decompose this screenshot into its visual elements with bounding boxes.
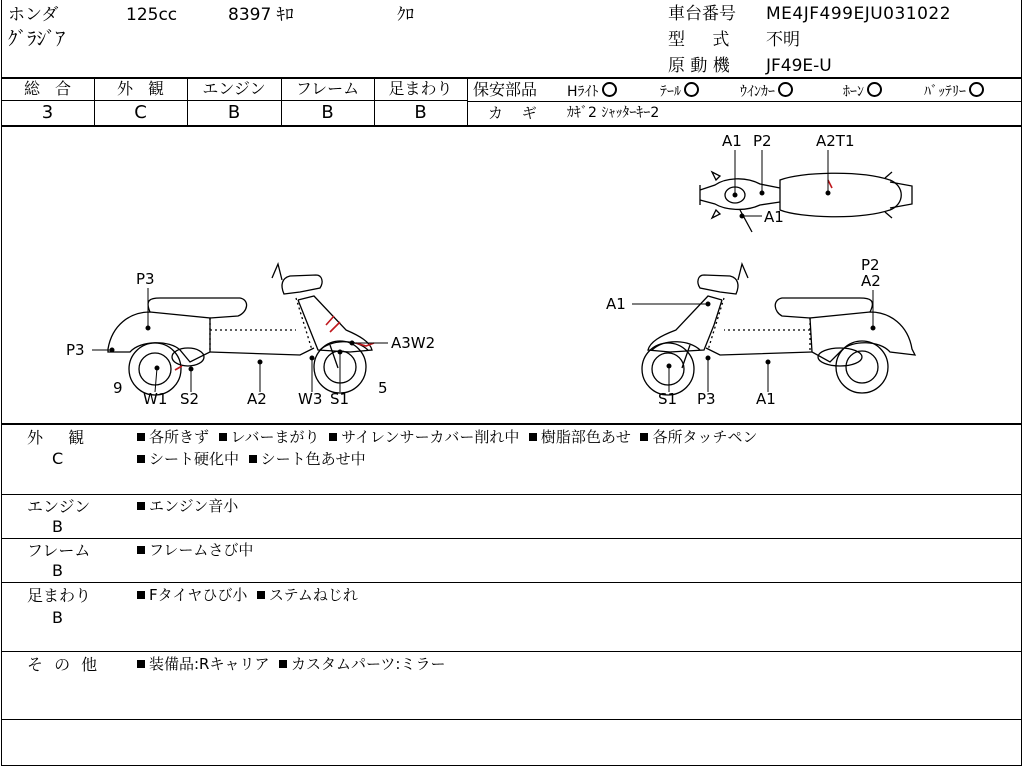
label-five: 5 bbox=[378, 379, 388, 397]
note-category-suspension: 足まわり bbox=[27, 586, 92, 605]
label-a1-top-bottom: A1 bbox=[764, 208, 784, 226]
notes-rule bbox=[1, 719, 1022, 720]
notes-rule bbox=[1, 494, 1022, 495]
note-items-frame: フレームさび中 bbox=[137, 543, 253, 558]
bullet-icon bbox=[257, 591, 265, 599]
safety-item-winker: ｳｲﾝｶｰ bbox=[740, 82, 793, 99]
safety-item-horn: ﾎｰﾝ bbox=[843, 82, 882, 99]
label-a3w2: A3W2 bbox=[391, 334, 436, 352]
note-items-suspension: Fタイヤひび小 ステムねじれ bbox=[137, 588, 358, 603]
label-s1-right: S1 bbox=[658, 390, 678, 408]
label-p3-rear: P3 bbox=[66, 341, 85, 359]
label-a2: A2 bbox=[247, 390, 267, 408]
overall-grade: 3 bbox=[41, 102, 54, 123]
label-p2-top: P2 bbox=[753, 132, 772, 150]
leader-lines bbox=[92, 150, 875, 392]
bullet-icon bbox=[137, 660, 145, 668]
grade-divider bbox=[467, 78, 468, 125]
note-items-exterior: 各所きず レバーまがり サイレンサーカバー削れ中 樹脂部色あせ 各所タッチペン bbox=[137, 430, 757, 445]
notes-rule bbox=[1, 582, 1022, 583]
note-grade-exterior: C bbox=[52, 449, 64, 468]
bullet-icon bbox=[137, 455, 145, 463]
type-label: 型 式 bbox=[668, 30, 730, 50]
label-s1: S1 bbox=[330, 390, 350, 408]
safety-item-tail: ﾃｰﾙ bbox=[660, 82, 699, 99]
bullet-icon bbox=[137, 591, 145, 599]
safety-item-headlight: Hﾗｲﾄ bbox=[567, 82, 617, 99]
label-p2: P2 bbox=[861, 256, 880, 274]
note-category-exterior: 外 観 bbox=[27, 428, 85, 447]
label-a2t1-top: A2T1 bbox=[816, 132, 855, 150]
key-value: ｶｷﾞ2 ｼｬｯﾀｰｷｰ2 bbox=[567, 105, 660, 121]
exterior-grade: C bbox=[134, 102, 147, 123]
displacement: 125cc bbox=[126, 5, 178, 25]
label-s2: S2 bbox=[180, 390, 200, 408]
frame-no-label: 車台番号 bbox=[668, 4, 736, 24]
overall-label: 総 合 bbox=[23, 79, 72, 98]
bullet-icon bbox=[640, 433, 648, 441]
label-p3-seat: P3 bbox=[136, 270, 155, 288]
label-p3-right: P3 bbox=[697, 390, 716, 408]
safety-mid-rule bbox=[467, 101, 1022, 102]
maker: ホンダ bbox=[8, 5, 59, 25]
safety-label: 保安部品 bbox=[473, 80, 538, 99]
model-name: ｸﾞﾗｼﾞｱ bbox=[8, 28, 66, 50]
mileage: 8397 ｷﾛ bbox=[228, 5, 294, 25]
note-category-frame: フレーム bbox=[27, 541, 91, 560]
note-items-other: 装備品:Rキャリア カスタムパーツ:ミラー bbox=[137, 657, 446, 672]
color: ｸﾛ bbox=[397, 5, 414, 25]
bullet-icon bbox=[219, 433, 227, 441]
suspension-grade-label: 足まわり bbox=[388, 79, 453, 98]
status-ok-icon bbox=[602, 82, 617, 97]
bullet-icon bbox=[329, 433, 337, 441]
engine-grade-label: エンジン bbox=[202, 79, 266, 98]
note-grade-engine: B bbox=[52, 517, 63, 536]
note-items-exterior-cont: シート硬化中 シート色あせ中 bbox=[137, 452, 366, 467]
status-ok-icon bbox=[778, 82, 793, 97]
bullet-icon bbox=[529, 433, 537, 441]
key-label: カ ギ bbox=[488, 104, 537, 122]
engine-label: 原 動 機 bbox=[668, 56, 730, 76]
notes-rule bbox=[1, 538, 1022, 539]
bullet-icon bbox=[137, 502, 145, 510]
label-a1-top: A1 bbox=[722, 132, 742, 150]
safety-item-battery: ﾊﾞｯﾃﾘｰ bbox=[924, 82, 984, 99]
note-category-engine: エンジン bbox=[27, 497, 91, 516]
label-w3: W3 bbox=[298, 390, 323, 408]
status-ok-icon bbox=[684, 82, 699, 97]
note-grade-suspension: B bbox=[52, 608, 63, 627]
engine-grade: B bbox=[227, 102, 241, 123]
label-w1: W1 bbox=[143, 390, 168, 408]
notes-rule bbox=[1, 651, 1022, 652]
bullet-icon bbox=[137, 546, 145, 554]
label-a1-right: A1 bbox=[756, 390, 776, 408]
frame-no: ME4JF499EJU031022 bbox=[766, 4, 952, 24]
note-grade-frame: B bbox=[52, 561, 63, 580]
suspension-grade: B bbox=[414, 102, 427, 123]
bullet-icon bbox=[249, 455, 257, 463]
label-nine: 9 bbox=[113, 379, 123, 397]
status-ok-icon bbox=[969, 82, 984, 97]
status-ok-icon bbox=[867, 82, 882, 97]
note-category-other: そ の 他 bbox=[27, 655, 98, 674]
frame-grade-label: フレーム bbox=[295, 79, 360, 98]
scooter-top-view bbox=[700, 172, 912, 232]
type-value: 不明 bbox=[766, 30, 800, 50]
bullet-icon bbox=[137, 433, 145, 441]
frame-grade: B bbox=[321, 102, 334, 123]
label-a1-front: A1 bbox=[606, 295, 626, 313]
bullet-icon bbox=[279, 660, 287, 668]
exterior-label: 外 観 bbox=[116, 79, 165, 98]
engine-value: JF49E-U bbox=[766, 56, 832, 76]
note-items-engine: エンジン音小 bbox=[137, 499, 238, 514]
grade-mid-rule bbox=[1, 100, 467, 101]
notes-top-rule bbox=[1, 423, 1022, 425]
label-a2-rear: A2 bbox=[861, 272, 881, 290]
